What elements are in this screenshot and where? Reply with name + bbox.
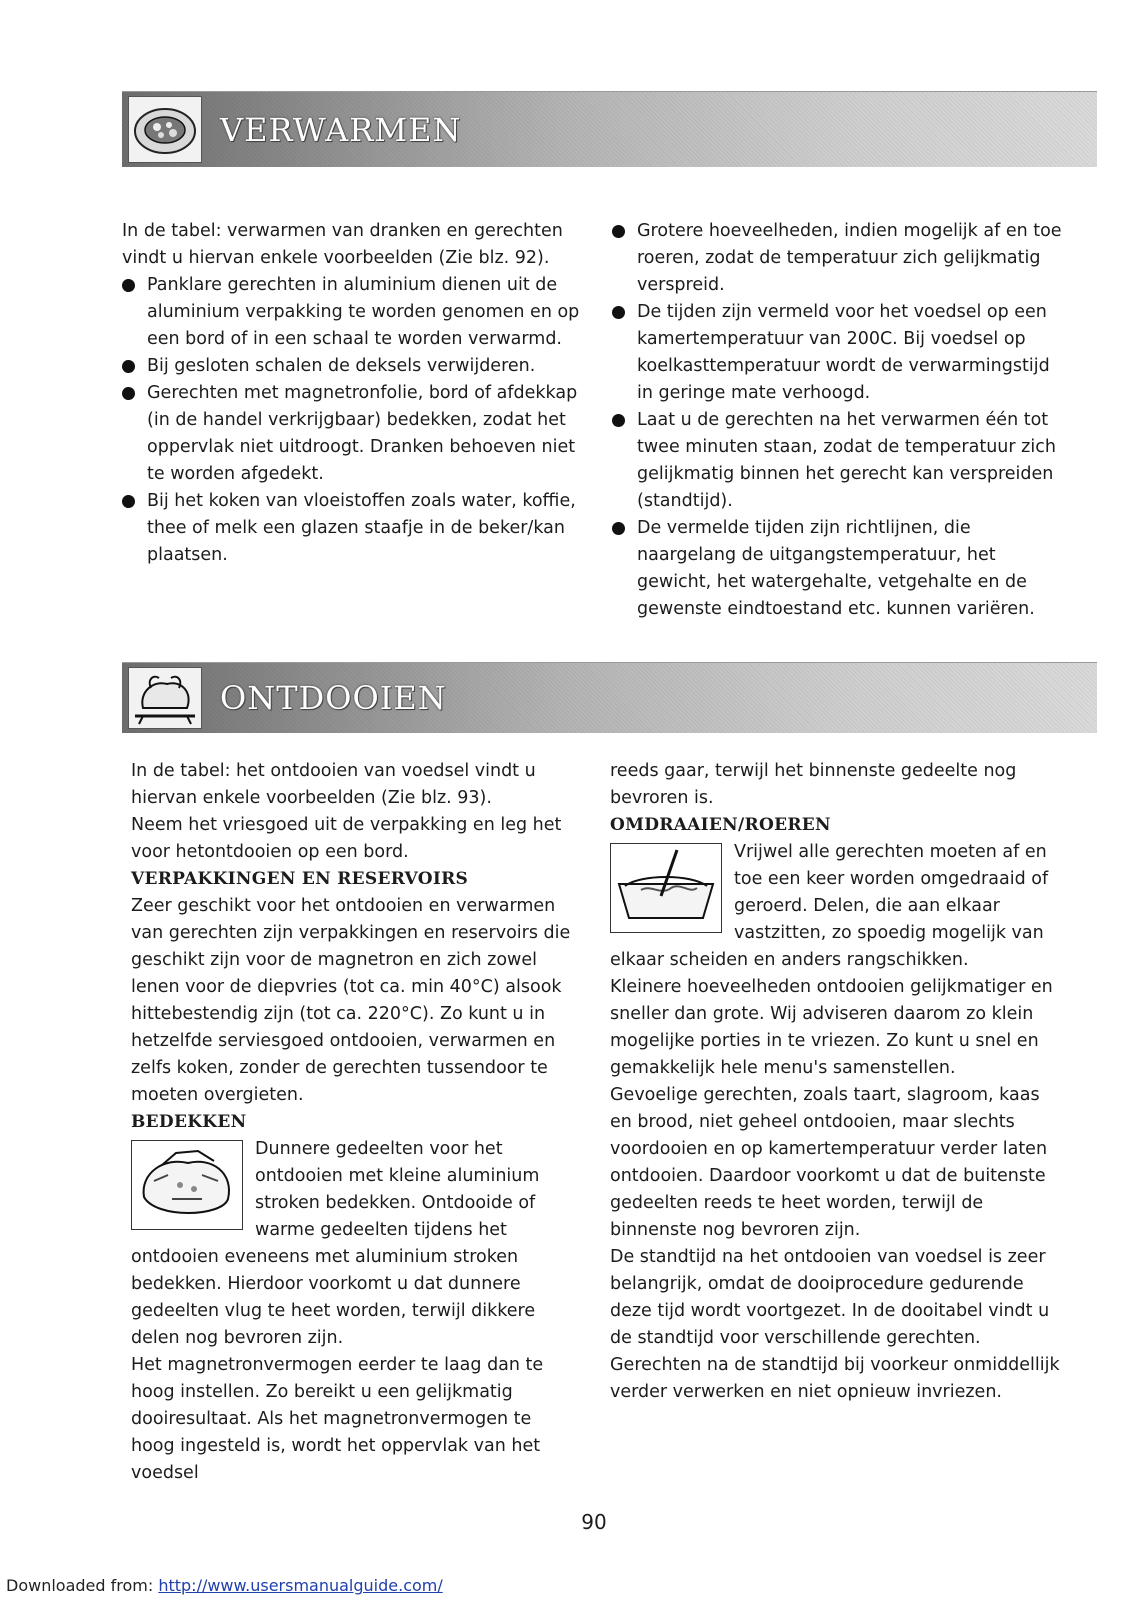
- dish-icon: [128, 96, 202, 163]
- bullet-item: Bij het koken van vloeistoffen zoals water, koffie, thee of melk een glazen staafje in de beker/kan plaatsen.: [122, 488, 592, 569]
- bullet-icon: [122, 279, 135, 292]
- para-gerechten: Gerechten na de standtijd bij voorkeur onmiddellijk verder verwerken en niet opnieuw invriezen.: [610, 1355, 1060, 1402]
- bedekken-text-2: Het magnetronvermogen eerder te laag dan te hoog instellen. Zo bereikt u een gelijkmatig dooiresultaat. Als het magnetronvermogen te hoog ingesteld is, wordt het oppervlak van het voedsel: [131, 1355, 544, 1483]
- right-top-text: reeds gaar, terwijl het binnenste gedeelte nog bevroren is.: [610, 761, 1017, 808]
- verwarmen-left-bullets: [122, 272, 592, 569]
- download-footer: [6, 1576, 443, 1595]
- bullet-icon: [612, 414, 625, 427]
- ontdooien-left-column: [131, 758, 576, 1487]
- ontdooien-right-column: [610, 758, 1065, 1406]
- section-title-ontdooien: ONTDOOIEN: [220, 679, 447, 717]
- heading-verpakkingen: VERPAKKINGEN EN RESERVOIRS: [131, 869, 469, 889]
- page-number: 90: [581, 1510, 607, 1534]
- ontdooien-intro-2: Neem het vriesgoed uit de verpakking en leg het voor hetontdooien op een bord.: [131, 815, 562, 862]
- omdraaien-block: [610, 839, 1065, 974]
- bullet-icon: [612, 225, 625, 238]
- bullet-item: Laat u de gerechten na het verwarmen één tot twee minuten staan, zodat de temperatuur zich gelijkmatig binnen het gerecht kan verspreiden (standtijd).: [612, 407, 1067, 515]
- bullet-item: De tijden zijn vermeld voor het voedsel op een kamertemperatuur van 200C. Bij voedsel op koelkasttemperatuur wordt de verwarmingstijd in geringe mate verhoogd.: [612, 299, 1067, 407]
- bullet-item: De vermelde tijden zijn richtlijnen, die naargelang de uitgangstemperatuur, het gewicht, het watergehalte, vetgehalte en de gewenste eindtoestand etc. kunnen variëren.: [612, 515, 1067, 623]
- ontdooien-intro: In de tabel: het ontdooien van voedsel vindt u hiervan enkele voorbeelden (Zie blz. 93).: [131, 761, 536, 808]
- bullet-icon: [122, 360, 135, 373]
- section-title-verwarmen: VERWARMEN: [220, 110, 462, 149]
- bullet-icon: [612, 522, 625, 535]
- footer-link[interactable]: http://www.usersmanualguide.com/: [158, 1576, 443, 1595]
- para-kleinere: Kleinere hoeveelheden ontdooien gelijkmatiger en sneller dan grote. Wij adviseren daarom zo klein mogelijke porties in te vriezen. Zo kunt u snel en gemakkelijk hele menu's samenstellen.: [610, 977, 1053, 1078]
- heading-bedekken: BEDEKKEN: [131, 1112, 247, 1132]
- bullet-icon: [122, 495, 135, 508]
- para-gevoelige: Gevoelige gerechten, zoals taart, slagroom, kaas en brood, niet geheel ontdooien, maar slechts voordooien en op kamertemperatuur verder laten ontdooien. Daardoor voorkomt u dat de buitenste gedeelten reeds te heet worden, terwijl de binnenste nog bevroren zijn.: [610, 1085, 1048, 1240]
- covered-chicken-illustration: [131, 1140, 243, 1230]
- verwarmen-intro: In de tabel: verwarmen van dranken en gerechten vindt u hiervan enkele voorbeelden (Zie blz. 92).: [122, 221, 563, 268]
- bedekken-text: Dunnere gedeelten voor het ontdooien met kleine aluminium stroken bedekken. Ontdooide of warme gedeelten tijdens het ontdooien eveneens met aluminium stroken bedekken. Hierdoor voorkomt u dat dunnere gedeelten vlug te heet worden, terwijl dikkere delen nog bevroren zijn.: [131, 1139, 540, 1348]
- bullet-icon: [612, 306, 625, 319]
- bullet-item: Grotere hoeveelheden, indien mogelijk af en toe roeren, zodat de temperatuur zich gelijkmatig verspreid.: [612, 218, 1067, 299]
- verpakkingen-text: Zeer geschikt voor het ontdooien en verwarmen van gerechten zijn verpakkingen en reservoirs die geschikt zijn voor de magnetron en zich zowel lenen voor de diepvries (tot ca. min 40°C) alsook hittebestendig zijn (tot ca. 220°C). Zo kunt u in hetzelfde serviesgoed ontdooien, verwarmen en zelfs koken, zonder de gerechten tussendoor te moeten overgieten.: [131, 896, 571, 1105]
- omdraaien-text: Vrijwel alle gerechten moeten af en toe een keer worden omgedraaid of geroerd. Delen, die aan elkaar vastzitten, zo spoedig mogelijk van elkaar scheiden en anders rangschikken.: [610, 842, 1049, 970]
- verwarmen-right-column: [612, 218, 1067, 623]
- stirring-dish-illustration: [610, 843, 722, 933]
- verwarmen-banner: [122, 91, 1097, 167]
- bedekken-block: [131, 1136, 576, 1352]
- bullet-item: Panklare gerechten in aluminium dienen uit de aluminium verpakking te worden genomen en op een bord of in een schaal te worden verwarmd.: [122, 272, 592, 353]
- verwarmen-left-column: [122, 218, 592, 569]
- heading-omdraaien: OMDRAAIEN/ROEREN: [610, 815, 831, 835]
- ontdooien-banner: [122, 662, 1097, 733]
- bullet-item: Gerechten met magnetronfolie, bord of afdekkap (in de handel verkrijgbaar) bedekken, zodat het oppervlak niet uitdroogt. Dranken behoeven niet te worden afgedekt.: [122, 380, 592, 488]
- bullet-item: Bij gesloten schalen de deksels verwijderen.: [122, 353, 592, 380]
- footer-prefix: Downloaded from:: [6, 1576, 159, 1595]
- para-standtijd: De standtijd na het ontdooien van voedsel is zeer belangrijk, omdat de dooiprocedure gedurende deze tijd wordt voortgezet. In de dooitabel vindt u de standtijd voor verschillende gerechten.: [610, 1247, 1050, 1348]
- bullet-icon: [122, 387, 135, 400]
- chicken-icon: [128, 667, 202, 729]
- verwarmen-right-bullets: [612, 218, 1067, 623]
